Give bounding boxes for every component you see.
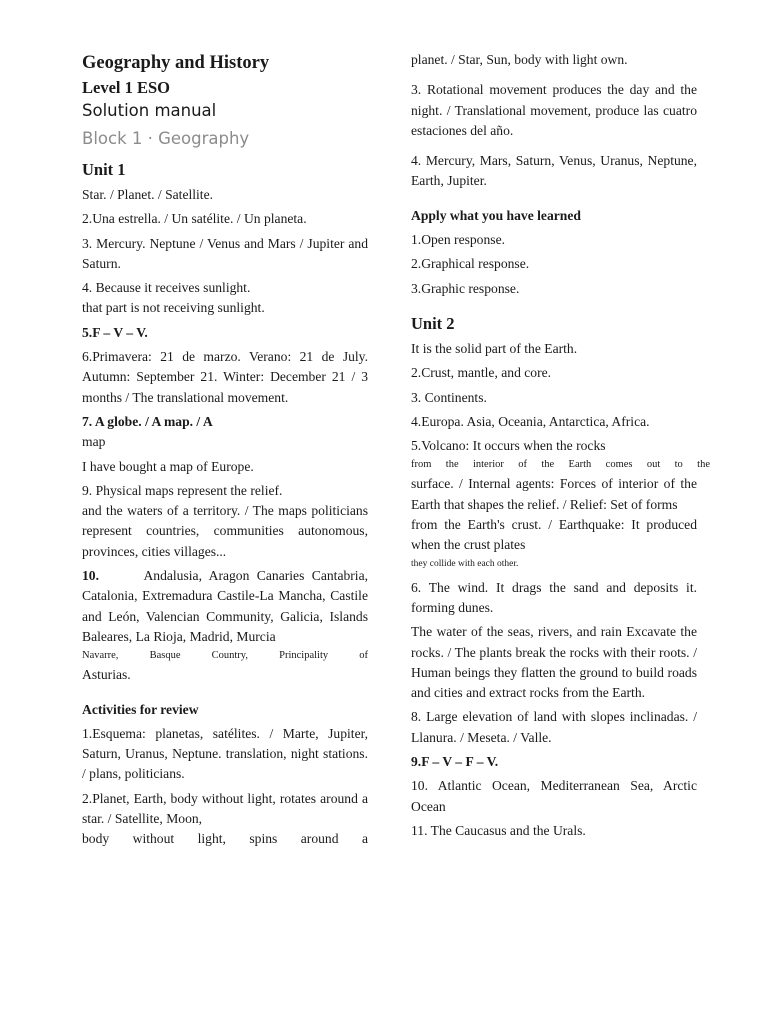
- answer-line: surface. / Internal agents: Forces of interior of the Earth that shapes the relief. / Relief: Set of forms: [411, 476, 697, 512]
- answer-line: body without light, spins around a: [82, 831, 368, 847]
- answer-line: 2.Planet, Earth, body without light, rotates around a star. / Satellite, Moon,: [82, 790, 368, 827]
- answer-line: 5.F – V – V.: [82, 324, 148, 340]
- answer-line: 6. The wind. It drags the sand and deposits it. forming dunes.: [411, 579, 697, 615]
- answer-line: 4. Mercury, Mars, Saturn, Venus, Uranus, Neptune, Earth, Jupiter.: [411, 153, 697, 189]
- block-heading: Block 1 · Geography: [82, 129, 250, 148]
- answer-line: 4.Europa. Asia, Oceania, Antarctica, Africa.: [411, 413, 650, 429]
- answer-line: 7. A globe. / A map. / A: [82, 413, 213, 429]
- level-heading: Level 1 ESO: [82, 78, 171, 97]
- answer-line: The water of the seas, rivers, and rain Excavate the rocks. / The plants break the rocks with their roots. / Human beings they flatten the ground to build roads and cities and extract rocks from the Earth.: [411, 624, 697, 701]
- answer-line: 2.Crust, mantle, and core.: [411, 365, 552, 381]
- answer-line: they collide with each other.: [411, 558, 519, 569]
- answer-line: It is the solid part of the Earth.: [411, 340, 578, 356]
- answer-line: that part is not receiving sunlight.: [82, 300, 265, 316]
- answer-line: 11. The Caucasus and the Urals.: [411, 822, 586, 838]
- unit-2-heading: Unit 2: [411, 313, 455, 333]
- manual-heading: Solution manual: [82, 101, 217, 120]
- answer-line: 10. Atlantic Ocean, Mediterranean Sea, Arctic Ocean: [411, 778, 697, 814]
- unit-1-heading: Unit 1: [82, 160, 126, 179]
- answer-line: from the Earth's crust. / Earthquake: It produced when the crust plates: [411, 517, 697, 553]
- left-column: [82, 50, 368, 854]
- answer-line: 1.Esquema: planetas, satélites. / Marte, Jupiter, Saturn, Uranus, Neptune. translation, night stations. / plans, politicians.: [82, 725, 368, 782]
- answer-line: 3. Mercury. Neptune / Venus and Mars / Jupiter and Saturn.: [82, 235, 368, 271]
- answer-line: Asturias.: [82, 667, 131, 683]
- answer-line: 4. Because it receives sunlight.: [82, 280, 251, 296]
- review-heading: Activities for review: [82, 701, 199, 717]
- answer-line: 1.Open response.: [411, 232, 506, 248]
- answer-line: 8. Large elevation of land with slopes inclinadas. / Llanura. / Meseta. / Valle.: [411, 709, 697, 745]
- answer-line: planet. / Star, Sun, body with light own.: [411, 52, 628, 67]
- answer-line: 3. Rotational movement produces the day and the night. / Translational movement, produce las cuatro estaciones del año.: [411, 82, 697, 138]
- answer-text: Andalusia, Aragon Canaries Cantabria, Catalonia, Extremadura Castile-La Mancha, Castile and León, Valencian Community, Galicia, Islands Baleares, La Rioja, Madrid, Murcia: [82, 568, 369, 644]
- answer-line: from the interior of the Earth comes out to the: [411, 459, 710, 471]
- apply-heading: Apply what you have learned: [411, 207, 581, 223]
- answer-line: 5.Volcano: It occurs when the rocks: [411, 438, 606, 454]
- answer-line: 9.F – V – F – V.: [411, 754, 499, 770]
- right-column: [411, 50, 710, 845]
- answer-line: map: [82, 434, 106, 450]
- answer-line: I have bought a map of Europe.: [82, 458, 254, 474]
- document-title: Geography and History: [82, 53, 270, 73]
- answer-line: 2.Graphical response.: [411, 256, 530, 272]
- answer-line: 2.Una estrella. / Un satélite. / Un planeta.: [82, 211, 307, 227]
- answer-line: 3. Continents.: [411, 389, 487, 405]
- answer-number: 10.: [82, 568, 99, 584]
- answer-item-10: [82, 566, 368, 647]
- answer-line: 9. Physical maps represent the relief.: [82, 482, 283, 498]
- answer-line: Star. / Planet. / Satellite.: [82, 187, 214, 202]
- answer-line: and the waters of a territory. / The maps politicians represent countries, communities autonomous, provinces, cities villages...: [82, 503, 368, 559]
- answer-line: Navarre, Basque Country, Principality of: [82, 650, 368, 662]
- answer-line: 3.Graphic response.: [411, 280, 520, 296]
- answer-line: 6.Primavera: 21 de marzo. Verano: 21 de July. Autumn: September 21. Winter: December 21 / 3 months / The translational movement.: [82, 349, 368, 405]
